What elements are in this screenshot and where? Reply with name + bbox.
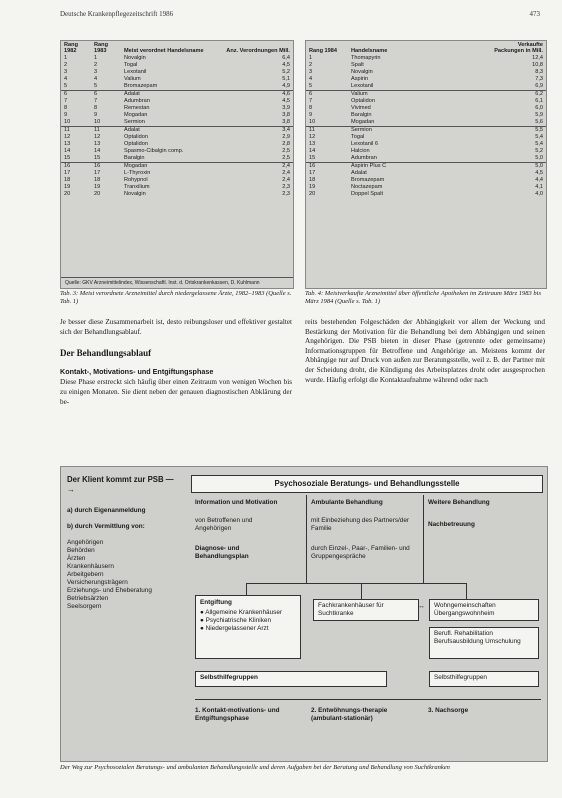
phase-1: 1. Kontakt-motivations- und Entgiftungsphase (195, 707, 280, 722)
table-cell: 4,5 (282, 98, 290, 104)
table-cell: 15 (309, 155, 316, 161)
table-cell: L-Thyroxin (124, 170, 151, 176)
detox-item-label: Psychiatrische Kliniken (205, 617, 271, 624)
table-cell: Doppel Spalt (351, 191, 384, 197)
housing-box (429, 599, 539, 621)
table-cell: 13 (309, 141, 316, 147)
table-cell: 10,8 (532, 62, 543, 68)
table-cell: 18 (64, 177, 71, 183)
table-cell: 11 (306, 127, 348, 135)
table-cell: 17 (94, 170, 101, 176)
self-help-label-2: Selbsthilfegruppen (434, 674, 487, 681)
table-cell: 9 (64, 112, 68, 118)
referral-item: Arbeitgebern (67, 571, 104, 578)
rehab-label: Berufl. Rehabilitation Berufsausbildung Umschulung (434, 630, 521, 645)
table-row (306, 69, 546, 76)
connector (246, 583, 247, 595)
table-cell: 19 (309, 184, 316, 190)
table-cell: 2,5 (282, 148, 290, 154)
table-cell: 17 (309, 170, 316, 176)
table-row (306, 170, 546, 177)
table-cell: Sermion (124, 119, 145, 125)
table-row (61, 83, 293, 91)
right-column (305, 318, 545, 385)
table-cell: 6 (91, 91, 121, 99)
referral-item: Betriebsärzten (67, 595, 109, 602)
self-help-label-1: Selbsthilfegruppen (200, 674, 258, 681)
table-cell: 5,5 (484, 127, 546, 135)
table-row (306, 141, 546, 148)
ambulant-body-1: mit Einbeziehung des Partners/der Familie (311, 517, 410, 532)
table-row (61, 55, 293, 62)
connector (246, 583, 466, 584)
table-cell: Mogadan (351, 119, 375, 125)
table-cell: 2 (94, 62, 98, 68)
body-paragraph: reits bestehenden Folgeschäden der Abhängigkeit vor allem der Weckung und Bestärkung der Motivation für die Behandlung bei dem Abhängigen und seinen Angehörigen. Die PSB bieten in dieser Phase (getrennte oder gemeinsame) Informationsgruppen für Betroffene und Angehörige an. Meistens kommt der Abhängige nur auf Druck von außen zur Beratungsstelle, weil z. B. der Partner mit der Scheidung droht, die Kündigung des Arbeitsplatzes droht oder ausgesprochen wurde. Häufig erfolgt die Kontaktaufnahme während oder nach (305, 318, 545, 384)
table-cell: 6,0 (535, 105, 543, 111)
table-row (61, 134, 293, 141)
table-cell: 9 (94, 112, 98, 118)
divider (306, 495, 307, 583)
table-cell: 11 (91, 127, 121, 135)
table-header: Anz. Verordnungen Mill. (226, 48, 290, 54)
table-cell: 15 (94, 155, 101, 161)
phase-3: 3. Nachsorge (428, 707, 469, 714)
table-cell: Novalgin (351, 69, 373, 75)
table-cell: Baralgin (351, 112, 372, 118)
table-cell: 3,9 (282, 105, 290, 111)
table-cell: 18 (309, 177, 316, 183)
table-cell: 8 (94, 105, 98, 111)
table-cell: 4 (94, 76, 98, 82)
table-cell: Bromazepam (351, 177, 385, 183)
table-cell: 2 (64, 62, 68, 68)
table-row (306, 155, 546, 163)
table-cell: 3 (94, 69, 98, 75)
table-cell: 10 (309, 119, 316, 125)
section-heading: Der Behandlungsablauf (60, 348, 152, 359)
table-cell: 20 (94, 191, 101, 197)
table-cell: 17 (64, 170, 71, 176)
table-row (61, 184, 293, 191)
referral-item: Seelsorgern (67, 603, 102, 610)
table-row (61, 177, 293, 184)
clinic-box (313, 599, 419, 621)
table-cell: 19 (64, 184, 71, 190)
self-help-box-1 (195, 671, 387, 687)
clinic-label: Fachkrankenhäuser für Suchtkranke (318, 602, 384, 617)
detox-item-label: Allgemeine Krankenhäuser (205, 609, 283, 616)
table-cell: 5,0 (484, 163, 546, 171)
bullet-icon: ● (200, 625, 206, 632)
table-cell: 12 (94, 134, 101, 140)
table-row (61, 119, 293, 127)
table-row (61, 141, 293, 148)
table-cell: 12,4 (532, 55, 543, 61)
table-cell: 6,2 (484, 91, 546, 99)
table-3 (61, 41, 293, 198)
table-cell: 7 (309, 98, 313, 104)
table-cell: 4,9 (282, 83, 290, 89)
table-cell: Adalat (121, 91, 216, 99)
table-cell: 16 (91, 163, 121, 171)
table-3-source: Quelle: GKV Arzneimittelindex, Wissenschaftl. Inst. d. Ortskrankenkassen, D. Kuhlmann (61, 277, 293, 288)
table-row (306, 112, 546, 119)
table-row (306, 163, 546, 171)
table-header: Handelsname (351, 48, 388, 54)
table-cell: Optalidon (124, 134, 148, 140)
self-help-box-2 (429, 671, 539, 687)
table-cell: 5,2 (282, 69, 290, 75)
table-cell: 2,4 (216, 163, 293, 171)
table-cell: 4,4 (535, 177, 543, 183)
referral-list (67, 539, 183, 611)
table-cell: 15 (64, 155, 71, 161)
referral-item: Erziehungs- und Eheberatung (67, 587, 152, 594)
table-row (306, 62, 546, 69)
table-cell: 2,4 (282, 177, 290, 183)
housing-label: Wohngemeinschaften Übergangswohnheim (434, 602, 496, 617)
table-cell: Togal (351, 134, 365, 140)
table-header: Meist verordnet Handelsname (124, 48, 204, 54)
table-cell: Lexotanil (124, 69, 147, 75)
table-4-caption: Tab. 4: Meistverkaufte Arzneimittel über öffentliche Apotheken im Zeitraum März 1983 bis März 1984 (Quelle s. Tab. 1) (305, 290, 542, 305)
table-cell: 20 (309, 191, 316, 197)
table-cell: Novalgin (124, 191, 146, 197)
table-cell: 6,1 (535, 98, 543, 104)
table-cell: 3,8 (282, 119, 290, 125)
table-cell: 4 (309, 76, 313, 82)
table-cell: Vivimed (351, 105, 371, 111)
connector (466, 583, 467, 599)
divider (423, 495, 424, 583)
table-row (61, 127, 293, 135)
table-cell: 2,3 (282, 191, 290, 197)
table-cell: 19 (94, 184, 101, 190)
table-cell: 14 (309, 148, 316, 154)
table-cell: 13 (94, 141, 101, 147)
table-cell: Baralgin (124, 155, 145, 161)
table-cell: Mogadan (121, 163, 216, 171)
table-row (306, 91, 546, 99)
table-cell: 14 (94, 148, 101, 154)
table-cell: 6,4 (282, 55, 290, 61)
table-cell: 14 (64, 148, 71, 154)
table-cell: 2,9 (282, 134, 290, 140)
table-cell: 12 (64, 134, 71, 140)
table-row (61, 98, 293, 105)
table-cell: Valium (348, 91, 484, 99)
table-cell: Rohypnol (124, 177, 148, 183)
referral-item: Ärzten (67, 555, 86, 562)
table-cell: Optalidon (124, 141, 148, 147)
info-body: von Betroffenen und Angehörigen (195, 517, 253, 532)
table-cell: 2,3 (282, 184, 290, 190)
table-cell: Halcion (351, 148, 370, 154)
referral-item: Behörden (67, 547, 95, 554)
table-cell: Thomapyrin (351, 55, 381, 61)
table-cell: Adumbran (351, 155, 377, 161)
table-row (306, 127, 546, 135)
table-3-box (60, 40, 294, 289)
table-cell: Togal (124, 62, 138, 68)
table-cell: 9 (309, 112, 313, 118)
table-cell: 5 (94, 83, 98, 89)
rehab-box (429, 627, 539, 659)
table-cell: Adumbran (124, 98, 150, 104)
table-row (306, 119, 546, 127)
bullet-icon: ● (200, 617, 206, 624)
table-cell: 2,5 (282, 155, 290, 161)
table-cell: 4 (64, 76, 68, 82)
table-cell: 5,6 (535, 119, 543, 125)
page-number: 473 (529, 10, 540, 18)
table-cell: 3 (309, 69, 313, 75)
further-title: Weitere Behandlung (428, 499, 490, 506)
table-cell: 6 (61, 91, 91, 99)
client-title-text: Der Klient kommt zur PSB (67, 475, 164, 484)
table-cell: 13 (64, 141, 71, 147)
table-cell: 7 (94, 98, 98, 104)
table-cell: Aspirin Plus C (348, 163, 484, 171)
table-cell: Adalat (121, 127, 216, 135)
referral-item: Angehörigen (67, 539, 104, 546)
table-header: Rang 1982 (64, 42, 78, 54)
table-cell: 18 (94, 177, 101, 183)
table-cell: Sermion (348, 127, 484, 135)
right-arrow-icon: —→ (67, 475, 174, 494)
intro-paragraph: Je besser diese Zusammenarbeit ist, desto reibungsloser und effektiver gestaltet sich der Behandlungsablauf. (60, 318, 292, 336)
table-cell: Lexotanil (351, 83, 374, 89)
table-4 (306, 41, 546, 198)
table-cell: Lexotanil 6 (351, 141, 379, 147)
table-cell: Remestan (124, 105, 150, 111)
table-cell: 16 (306, 163, 348, 171)
table-cell: 10 (94, 119, 101, 125)
table-cell: Adalat (351, 170, 367, 176)
table-cell: Tranxilium (124, 184, 150, 190)
table-row (306, 55, 546, 62)
table-row (61, 69, 293, 76)
table-cell: 2,4 (282, 170, 290, 176)
table-cell: 2,8 (282, 141, 290, 147)
journal-name: Deutsche Krankenpflegezeitschrift 1986 (60, 10, 174, 18)
table-header: Rang 1984 (309, 48, 337, 54)
table-row (61, 170, 293, 177)
table-row (61, 112, 293, 119)
table-cell: 2 (309, 62, 313, 68)
detox-box (195, 595, 301, 659)
table-row (61, 76, 293, 83)
psb-title: Psychosoziale Beratungs- und Behandlungsstelle (274, 479, 460, 488)
table-cell: 3 (64, 69, 68, 75)
phase-2: 2. Entwöhnungs-therapie (ambulant-stationär) (311, 707, 388, 722)
table-header: Verkaufte Packungen in Mill. (494, 42, 543, 54)
self-referral: a) durch Eigenanmeldung (67, 507, 146, 514)
table-row (61, 191, 293, 198)
table-row (61, 62, 293, 69)
table-row (306, 76, 546, 83)
table-cell: 4,5 (282, 62, 290, 68)
table-row (61, 163, 293, 171)
table-cell: 3,8 (282, 112, 290, 118)
table-cell: Noctazepam (351, 184, 383, 190)
table-cell: 4,6 (216, 91, 293, 99)
client-title (67, 475, 177, 494)
body-paragraph: Diese Phase erstreckt sich häufig über einen Zeitraum von wenigen Wochen bis zu einigen Monaten. Sie dient neben der genauen diagnostischen Abklärung der be- (60, 378, 292, 406)
table-cell: Novalgin (124, 55, 146, 61)
table-cell: Aspirin (351, 76, 369, 82)
table-cell: 7,3 (535, 76, 543, 82)
table-cell: 6,9 (535, 83, 543, 89)
psb-title-box (191, 475, 543, 493)
table-cell: 3,4 (216, 127, 293, 135)
table-cell: 5 (64, 83, 68, 89)
table-cell: 5,4 (535, 134, 543, 140)
table-cell: Spalt (351, 62, 364, 68)
aftercare-title: Nachbetreuung (428, 521, 475, 528)
table-row (306, 98, 546, 105)
table-cell: 1 (94, 55, 98, 61)
table-cell: 4,1 (535, 184, 543, 190)
table-cell: Valium (124, 76, 141, 82)
table-cell: 5,2 (535, 148, 543, 154)
table-cell: 10 (64, 119, 71, 125)
table-cell: 6 (306, 91, 348, 99)
table-cell: 16 (61, 163, 91, 171)
table-row (306, 184, 546, 191)
table-4-box (305, 40, 547, 289)
referral-item: Versicherungsträgern (67, 579, 128, 586)
subsection-heading: Kontakt-, Motivations- und Entgiftungsphase (60, 366, 214, 376)
table-cell: 20 (64, 191, 71, 197)
table-row (306, 83, 546, 91)
table-row (61, 155, 293, 163)
table-cell: 5,9 (535, 112, 543, 118)
table-row (61, 148, 293, 155)
diagnosis-title: Diagnose- und Behandlungsplan (195, 545, 249, 560)
connector (361, 583, 362, 599)
referral-title: b) durch Vermittlung von: (67, 523, 145, 530)
table-row (306, 177, 546, 184)
table-cell: 8 (64, 105, 68, 111)
double-arrow-icon: ↔ (418, 603, 425, 610)
ambulant-body-2: durch Einzel-, Paar-, Familien- und Gruppengespräche (311, 545, 410, 560)
table-3-caption: Tab. 3: Meist verordnete Arzneimittel durch niedergelassene Ärzte, 1982–1983 (Quelle s. Tab. 1) (60, 290, 292, 305)
table-cell: Mogadan (124, 112, 148, 118)
phase-line (195, 699, 541, 700)
table-header: Rang 1983 (94, 42, 108, 54)
table-row (306, 191, 546, 198)
table-cell: Bromazepam (124, 83, 158, 89)
table-row (306, 148, 546, 155)
table-row (306, 105, 546, 112)
left-column (60, 318, 292, 407)
table-cell: 11 (61, 127, 91, 135)
diagram-caption: Der Weg zur Psychosozialen Beratungs- und ambulanten Behandlungsstelle und deren Aufgaben bei der Beratung und Behandlung von Suchtkranken (60, 764, 450, 771)
treatment-flow-diagram (60, 466, 548, 762)
table-cell: 4,0 (535, 191, 543, 197)
table-row (61, 91, 293, 99)
table-cell: 1 (64, 55, 68, 61)
table-cell: 4,5 (535, 170, 543, 176)
table-cell: 5 (309, 83, 313, 89)
table-cell: 8,3 (535, 69, 543, 75)
detox-item (200, 625, 298, 633)
ambulant-title: Ambulante Behandlung (311, 499, 383, 506)
table-cell: 12 (309, 134, 316, 140)
running-header (60, 10, 540, 18)
table-row (61, 105, 293, 112)
table-cell: 1 (309, 55, 313, 61)
referral-item: Krankenhäusern (67, 563, 114, 570)
table-cell: 8 (309, 105, 313, 111)
table-cell: Spasmo-Cibalgin comp. (124, 148, 184, 154)
table-row (306, 134, 546, 141)
table-cell: 7 (64, 98, 68, 104)
table-cell: 5,1 (282, 76, 290, 82)
table-cell: 5,0 (535, 155, 543, 161)
table-cell: 5,4 (535, 141, 543, 147)
detox-item (200, 609, 298, 617)
detox-title: Entgiftung (200, 599, 232, 606)
detox-list (200, 609, 298, 633)
info-title: Information und Motivation (195, 499, 278, 506)
detox-item (200, 617, 298, 625)
table-cell: Optalidon (351, 98, 375, 104)
bullet-icon: ● (200, 609, 206, 616)
detox-item-label: Niedergelassener Arzt (205, 625, 269, 632)
